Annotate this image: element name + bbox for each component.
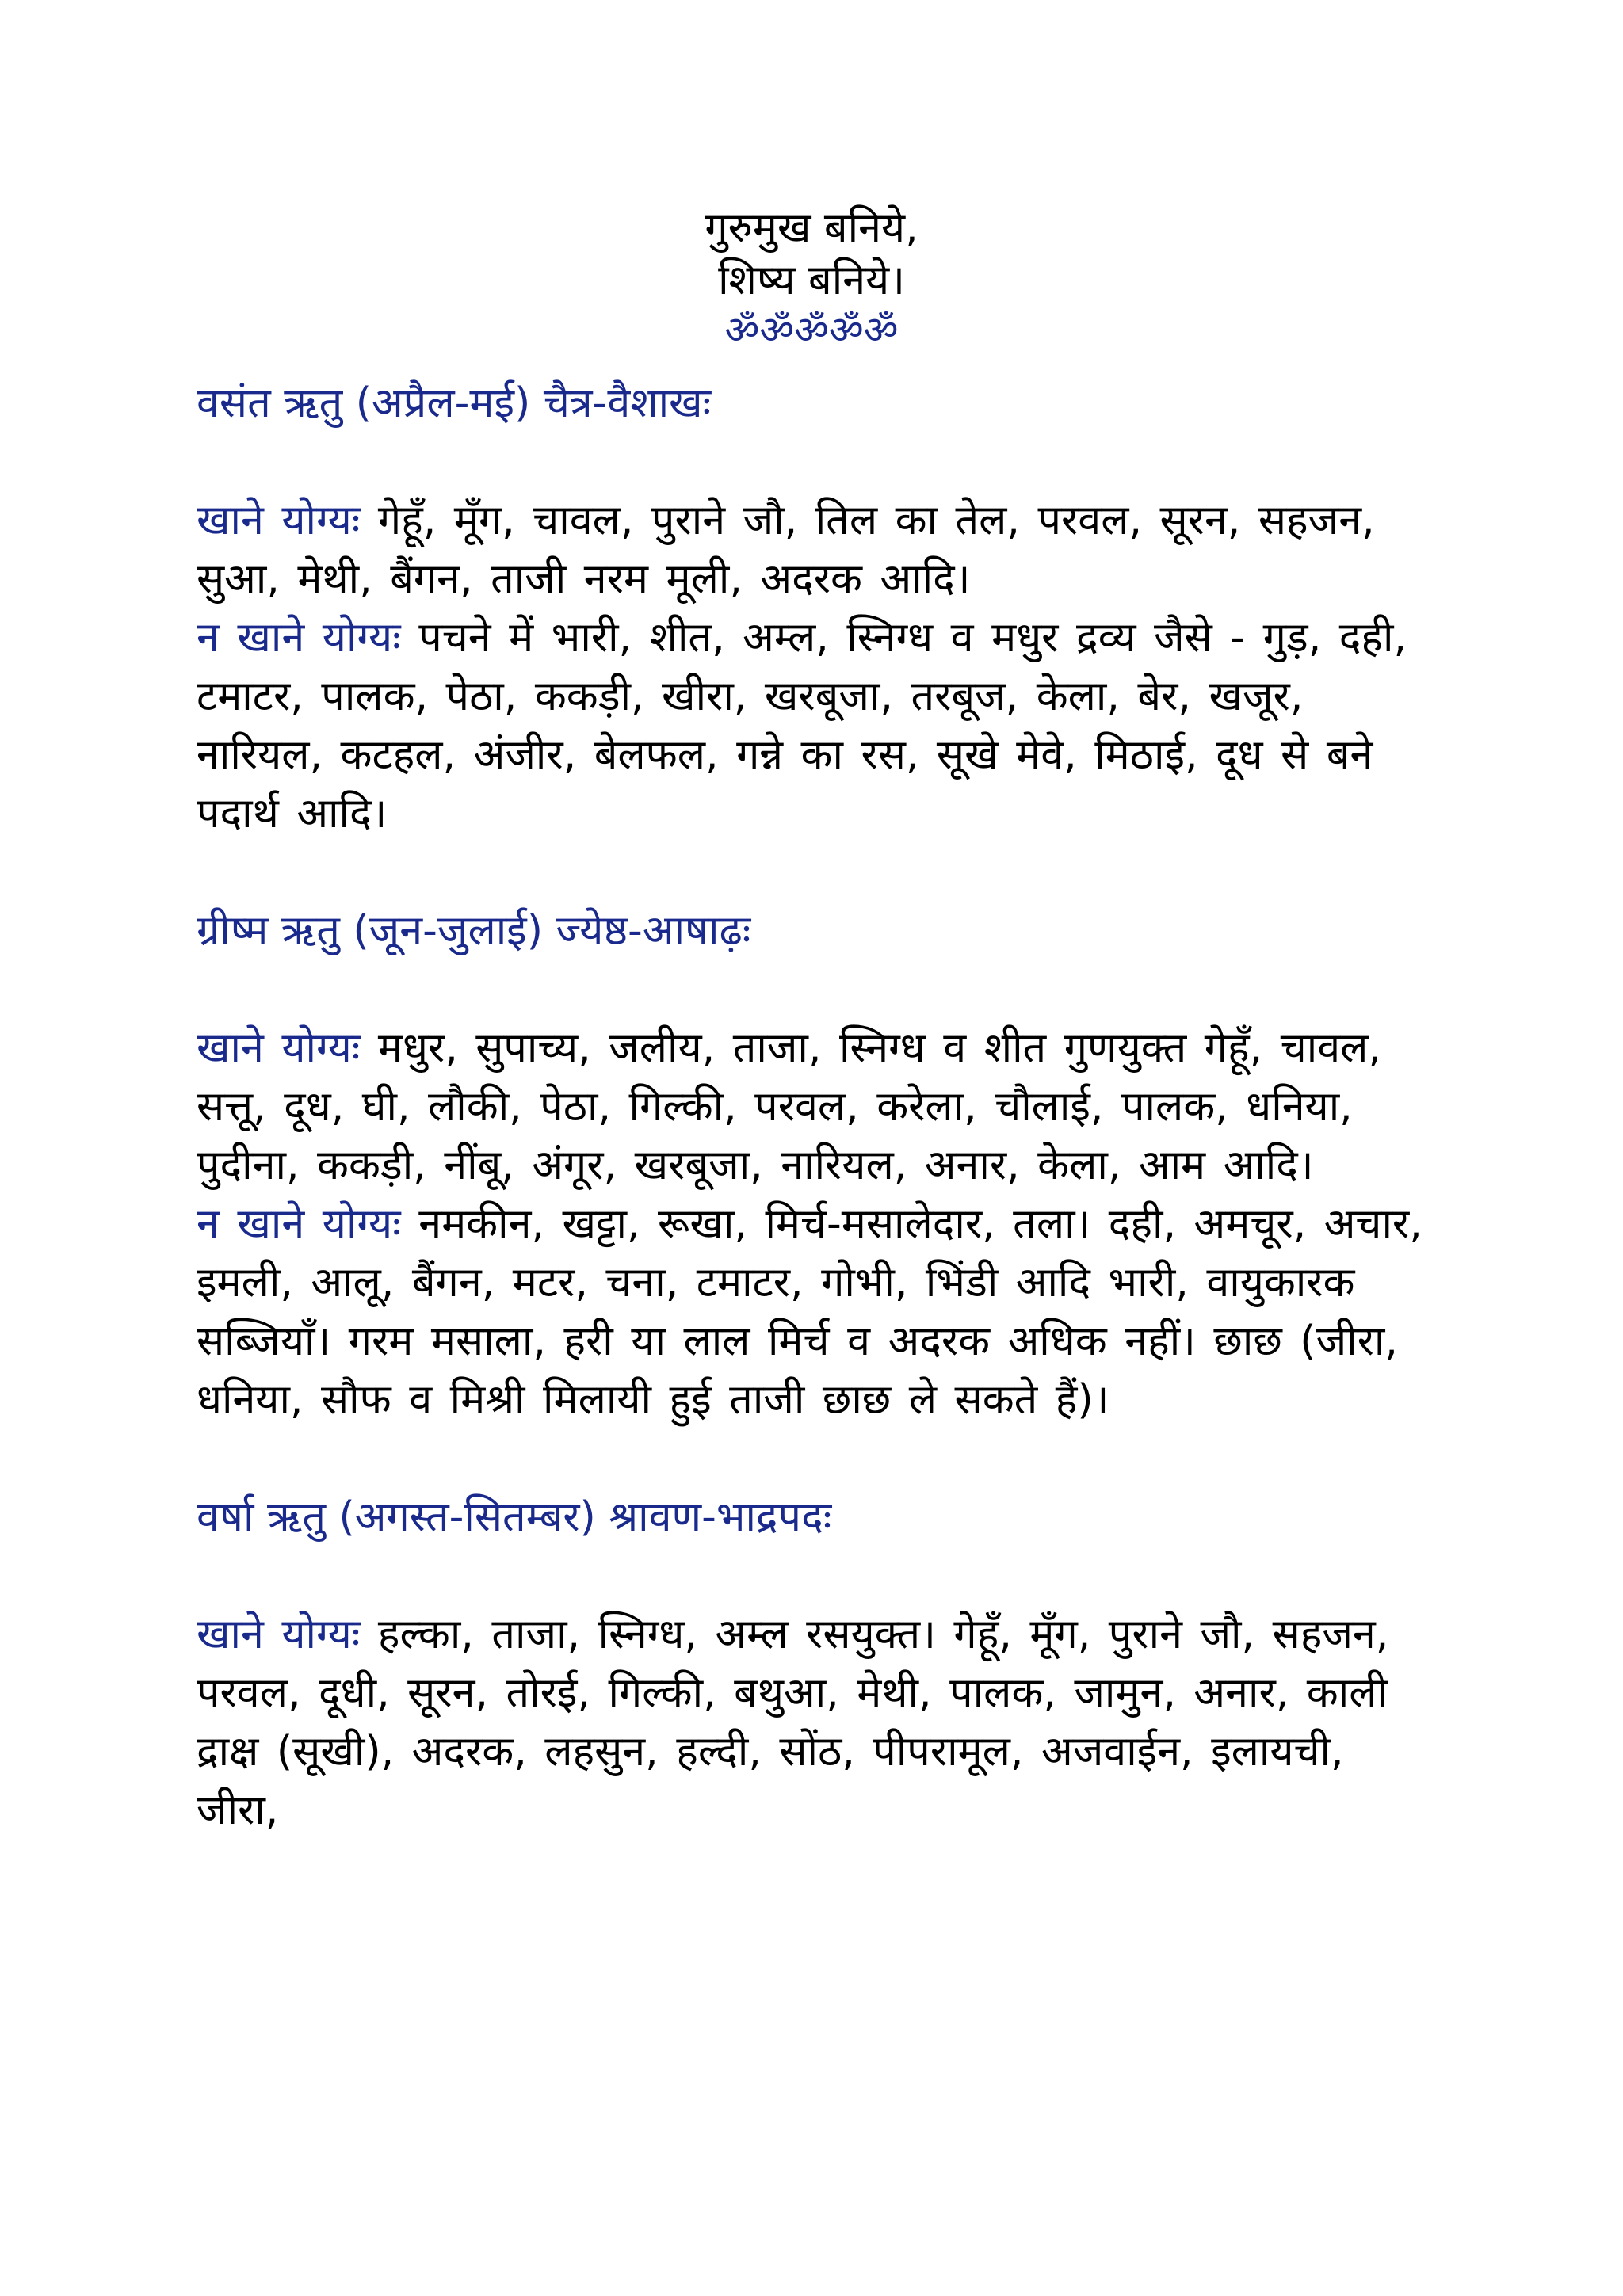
eat-text: हल्का, ताजा, स्निग्ध, अम्ल रसयुक्त। गेहूँ, मूँग, पुराने जौ, सहजन, परवल, दूधी, सूरन, तोरई, गिल्की, बथुआ, मेथी, पालक, जामुन, अनार, काली द्राक्ष (सूखी), अदरक, लहसुन, हल्दी, सोंठ, पीपरामूल, अजवाईन, इलायची, जीरा, — [197, 1611, 1389, 1834]
season-vasant — [197, 374, 1433, 843]
season-grishma — [197, 902, 1433, 1429]
header-line-1: गुरुमुख बनिये, — [705, 204, 918, 252]
eat-label: खाने योग्यः — [197, 497, 361, 544]
eat-label: खाने योग्यः — [197, 1611, 361, 1658]
om-symbols: ॐॐॐॐॐ — [724, 308, 899, 353]
eat-text: गेहूँ, मूँग, चावल, पुराने जौ, तिल का तेल, परवल, सूरन, सहजन, सुआ, मेथी, बैंगन, ताजी नरम मूली, अदरक आदि। — [197, 497, 1375, 603]
eat-text: मधुर, सुपाच्य, जलीय, ताजा, स्निग्ध व शीत गुणयुक्त गेहूँ, चावल, सत्तू, दूध, घी, लौकी, पेठा, गिल्की, परवल, करेला, चौलाई, पालक, धनिया, पुदीना, ककड़ी, नींबू, अंगूर, खरबूजा, नारियल, अनार, केला, आम आदि। — [197, 1024, 1381, 1189]
eat-label: खाने योग्यः — [197, 1024, 361, 1072]
avoid-label: न खाने योग्यः — [197, 1200, 401, 1248]
avoid-label: न खाने योग्यः — [197, 614, 401, 662]
avoid-paragraph — [197, 1195, 1433, 1429]
eat-paragraph — [197, 491, 1433, 608]
header-line-2: शिष्य बनिये। — [718, 257, 905, 304]
season-title: ग्रीष्म ऋतु (जून-जुलाई) ज्येष्ठ-आषाढ़ः — [197, 907, 751, 955]
avoid-text: नमकीन, खट्टा, रूखा, मिर्च-मसालेदार, तला। दही, अमचूर, अचार, इमली, आलू, बैंगन, मटर, चना, टमाटर, गोभी, भिंडी आदि भारी, वायुकारक सब्जियाँ। गरम मसाला, हरी या लाल मिर्च व अदरक अधिक नहीं। छाछ (जीरा, धनिया, सौफ व मिश्री मिलायी हुई ताजी छाछ ले सकते हैं)। — [197, 1200, 1423, 1424]
eat-paragraph — [197, 1605, 1433, 1840]
season-title: वसंत ऋतु (अप्रैल-मई) चैत्र-वैशाखः — [197, 379, 712, 427]
header-block — [0, 202, 1623, 354]
season-title: वर्षा ऋतु (अगस्त-सितम्बर) श्रावण-भाद्रपदः — [197, 1493, 832, 1541]
avoid-text: पचने में भारी, शीत, अम्ल, स्निग्ध व मधुर द्रव्य जैसे - गुड़, दही, टमाटर, पालक, पेठा, ककड़ी, खीरा, खरबूजा, तरबूज, केला, बेर, खजूर, नारियल, कटहल, अंजीर, बेलफल, गन्ने का रस, सूखे मेवे, मिठाई, दूध से बने पदार्थ आदि। — [197, 614, 1407, 837]
eat-paragraph — [197, 1019, 1433, 1195]
season-varsha — [197, 1488, 1433, 1840]
main-content — [197, 374, 1433, 1840]
avoid-paragraph — [197, 608, 1433, 843]
